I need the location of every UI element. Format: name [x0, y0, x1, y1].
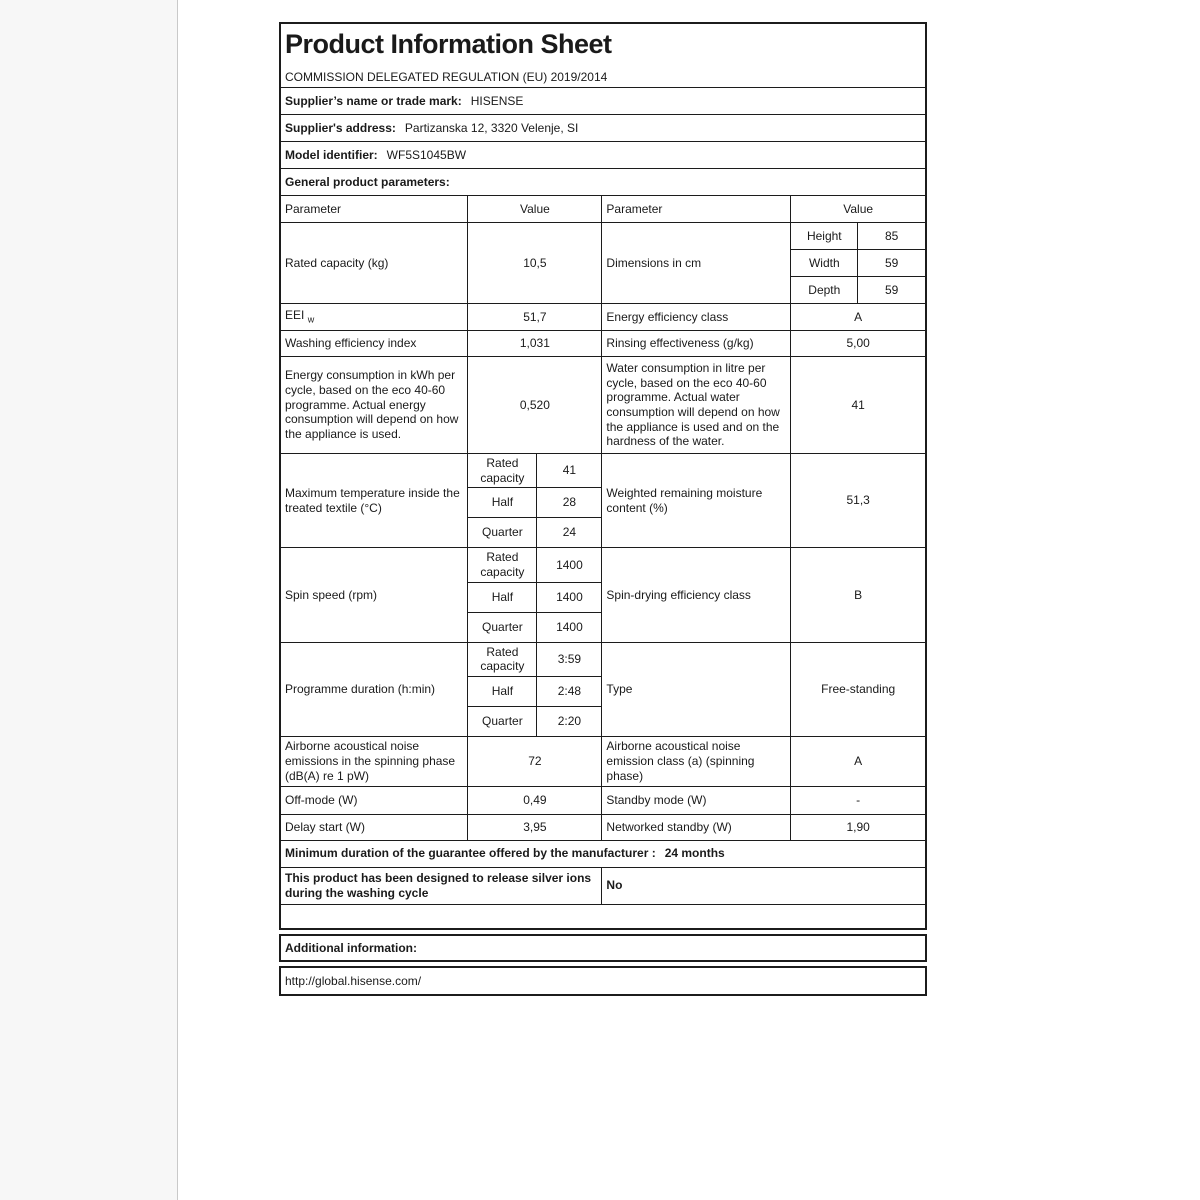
title-row — [280, 23, 926, 88]
dimension-name: Depth — [791, 277, 858, 304]
left-margin-band — [0, 0, 178, 1200]
spin-speed-row — [280, 548, 926, 582]
silver-ions-row — [280, 867, 926, 904]
silver-ions-value: No — [602, 867, 926, 904]
param-label-water-consumption: Water consumption in litre per cycle, based on the eco 40-60 programme. Actual water consumption will depend on how the appliance is used and on the hardness of the water. — [602, 357, 791, 454]
param-label-spin-class: Spin-drying efficiency class — [602, 548, 791, 642]
model-identifier-value: WF5S1045BW — [386, 147, 467, 162]
noise-row — [280, 736, 926, 786]
load-name: Quarter — [468, 612, 537, 642]
supplier-name-label: Supplier’s name or trade mark: — [285, 93, 462, 108]
load-value: 2:20 — [537, 706, 602, 736]
load-name: Rated capacity — [468, 642, 537, 676]
duration-row — [280, 642, 926, 676]
guarantee-value: 24 months — [664, 846, 725, 861]
col-header-value: Value — [468, 196, 602, 223]
param-label-energy-class: Energy efficiency class — [602, 304, 791, 331]
section-header-row — [280, 169, 926, 196]
param-value-energy-class: A — [791, 304, 926, 331]
supplier-address-label: Supplier's address: — [285, 120, 396, 135]
section-title: General product parameters: — [280, 169, 926, 196]
delay-start-row — [280, 814, 926, 840]
supplier-address-value: Partizanska 12, 3320 Velenje, SI — [404, 120, 579, 135]
dimension-value: 59 — [858, 250, 926, 277]
param-value-moisture: 51,3 — [791, 454, 926, 548]
load-value: 1400 — [537, 612, 602, 642]
param-label-energy-consumption: Energy consumption in kWh per cycle, based on the eco 40-60 programme. Actual energy consumption will depend on how the appliance is used. — [280, 357, 468, 454]
col-header-parameter: Parameter — [602, 196, 791, 223]
guarantee-label: Minimum duration of the guarantee offered by the manufacturer : — [285, 846, 656, 861]
empty-row — [280, 904, 926, 929]
dimension-value: 59 — [858, 277, 926, 304]
guarantee-row — [280, 840, 926, 867]
param-value-spin-class: B — [791, 548, 926, 642]
param-label-type: Type — [602, 642, 791, 736]
dimension-name: Width — [791, 250, 858, 277]
dimension-name: Height — [791, 223, 858, 250]
param-label-delay-start: Delay start (W) — [280, 814, 468, 840]
param-label-moisture: Weighted remaining moisture content (%) — [602, 454, 791, 548]
load-value: 28 — [537, 488, 602, 518]
max-temperature-row — [280, 454, 926, 488]
param-value-water-consumption: 41 — [791, 357, 926, 454]
param-value-networked-standby: 1,90 — [791, 814, 926, 840]
param-value-type: Free-standing — [791, 642, 926, 736]
load-name: Half — [468, 582, 537, 612]
load-name: Quarter — [468, 706, 537, 736]
param-label-eei: EEI $_w$ — [280, 304, 468, 331]
consumption-row — [280, 357, 926, 454]
additional-information-header: Additional information: — [279, 934, 927, 962]
param-value-standby: - — [791, 786, 926, 814]
load-value: 3:59 — [537, 642, 602, 676]
load-name: Half — [468, 488, 537, 518]
param-label-washing-index: Washing efficiency index — [280, 331, 468, 357]
supplier-name-value: HISENSE — [470, 93, 524, 108]
param-value-eei: 51,7 — [468, 304, 602, 331]
product-information-sheet — [279, 22, 927, 996]
eei-subscript: w — [307, 314, 315, 325]
regulation-subtitle: COMMISSION DELEGATED REGULATION (EU) 2019/2014 — [285, 70, 608, 85]
load-value: 41 — [537, 454, 602, 488]
column-header-row — [280, 196, 926, 223]
param-label-rated-capacity: Rated capacity (kg) — [280, 223, 468, 304]
param-label-off-mode: Off-mode (W) — [280, 786, 468, 814]
param-value-off-mode: 0,49 — [468, 786, 602, 814]
param-label-networked-standby: Networked standby (W) — [602, 814, 791, 840]
supplier-name-row — [280, 88, 926, 115]
load-value: 1400 — [537, 548, 602, 582]
silver-ions-label: This product has been designed to release silver ions during the washing cycle — [280, 867, 602, 904]
sheet-title: Product Information Sheet — [285, 29, 612, 60]
param-label-rinsing: Rinsing effectiveness (g/kg) — [602, 331, 791, 357]
param-value-noise-class: A — [791, 736, 926, 786]
load-value: 2:48 — [537, 676, 602, 706]
param-value-rinsing: 5,00 — [791, 331, 926, 357]
website-url: http://global.hisense.com/ — [279, 966, 927, 996]
model-identifier-label: Model identifier: — [285, 147, 378, 162]
model-identifier-row — [280, 142, 926, 169]
washing-index-row — [280, 331, 926, 357]
param-label-duration: Programme duration (h:min) — [280, 642, 468, 736]
param-label-noise-class: Airborne acoustical noise emission class (a) (spinning phase) — [602, 736, 791, 786]
load-name: Quarter — [468, 518, 537, 548]
param-label-spin-speed: Spin speed (rpm) — [280, 548, 468, 642]
param-label-max-temperature: Maximum temperature inside the treated textile (°C) — [280, 454, 468, 548]
load-value: 1400 — [537, 582, 602, 612]
rated-capacity-row — [280, 223, 926, 250]
param-value-energy-consumption: 0,520 — [468, 357, 602, 454]
eei-row — [280, 304, 926, 331]
param-value-noise: 72 — [468, 736, 602, 786]
col-header-value: Value — [791, 196, 926, 223]
product-parameters-table — [279, 22, 927, 930]
col-header-parameter: Parameter — [280, 196, 468, 223]
supplier-address-row — [280, 115, 926, 142]
param-label-standby: Standby mode (W) — [602, 786, 791, 814]
param-value-washing-index: 1,031 — [468, 331, 602, 357]
param-label-dimensions: Dimensions in cm — [602, 223, 791, 304]
load-name: Rated capacity — [468, 548, 537, 582]
off-mode-row — [280, 786, 926, 814]
param-label-noise: Airborne acoustical noise emissions in the spinning phase (dB(A) re 1 pW) — [280, 736, 468, 786]
dimension-value: 85 — [858, 223, 926, 250]
load-value: 24 — [537, 518, 602, 548]
load-name: Rated capacity — [468, 454, 537, 488]
param-value-delay-start: 3,95 — [468, 814, 602, 840]
load-name: Half — [468, 676, 537, 706]
param-value-rated-capacity: 10,5 — [468, 223, 602, 304]
